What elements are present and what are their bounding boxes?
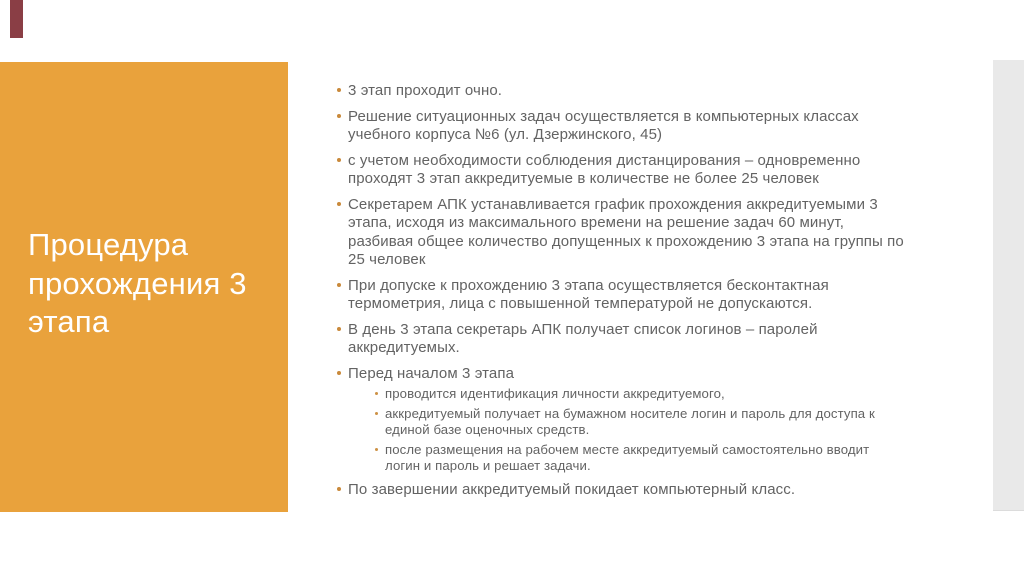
bullet-text: аккредитуемый получает на бумажном носителе логин и пароль для доступа к единой базе оценочных средств. bbox=[385, 406, 875, 437]
bullet-item bbox=[337, 82, 949, 101]
bullet-item bbox=[337, 365, 949, 384]
bullet-marker-icon bbox=[375, 412, 378, 415]
bullet-text: проводится идентификация личности аккредитуемого, bbox=[385, 386, 725, 401]
bullet-item bbox=[337, 481, 949, 500]
bullet-marker-icon bbox=[375, 448, 378, 451]
bullet-text: Перед началом 3 этапа bbox=[348, 364, 515, 382]
bullet-text: Решение ситуационных задач осуществляется в компьютерных классах учебного корпуса №6 (ул. Дзержинского, 45) bbox=[348, 107, 859, 143]
bullet-marker-icon bbox=[337, 283, 341, 287]
bullet-marker-icon bbox=[337, 487, 341, 491]
sub-bullet-item bbox=[375, 386, 949, 402]
title-panel bbox=[0, 62, 288, 512]
bullet-marker-icon bbox=[337, 114, 341, 118]
bullet-text: после размещения на рабочем месте аккредитуемый самостоятельно вводит логин и пароль и решает задачи. bbox=[385, 442, 870, 473]
bullet-item bbox=[337, 196, 949, 270]
bullet-item bbox=[337, 321, 949, 358]
bullet-marker-icon bbox=[337, 327, 341, 331]
sub-bullet-item bbox=[375, 406, 949, 438]
bullet-marker-icon bbox=[337, 371, 341, 375]
bullet-marker-icon bbox=[337, 158, 341, 162]
bullet-text: 3 этап проходит очно. bbox=[348, 82, 503, 99]
top-left-accent-bar bbox=[10, 0, 23, 38]
bullet-text: с учетом необходимости соблюдения дистанцирования – одновременно проходят 3 этап аккредитуемые в количестве не более 25 человек bbox=[348, 151, 861, 187]
sub-bullet-item bbox=[375, 442, 949, 474]
bullet-text: В день 3 этапа секретарь АПК получает список логинов – паролей аккредитуемых. bbox=[348, 320, 818, 356]
bullet-text: Секретарем АПК устанавливается график прохождения аккредитуемыми 3 этапа, исходя из максимального времени на решение задач 60 минут, разбивая общее количество допущенных к прохождению 3 этапа на группы по 25 человек bbox=[348, 195, 904, 268]
bullet-item bbox=[337, 152, 949, 189]
slide-title: Процедура прохождения 3 этапа bbox=[28, 227, 247, 340]
bullet-list bbox=[337, 82, 949, 507]
bullet-marker-icon bbox=[337, 202, 341, 206]
bullet-text: По завершении аккредитуемый покидает компьютерный класс. bbox=[348, 481, 796, 498]
bullet-text: При допуске к прохождению 3 этапа осуществляется бесконтактная термометрия, лица с повышенной температурой не допускаются. bbox=[348, 276, 829, 312]
bullet-marker-icon bbox=[375, 392, 378, 395]
bullet-item bbox=[337, 108, 949, 145]
bullet-item bbox=[337, 277, 949, 314]
bullet-marker-icon bbox=[337, 88, 341, 92]
right-side-strip bbox=[993, 60, 1024, 511]
